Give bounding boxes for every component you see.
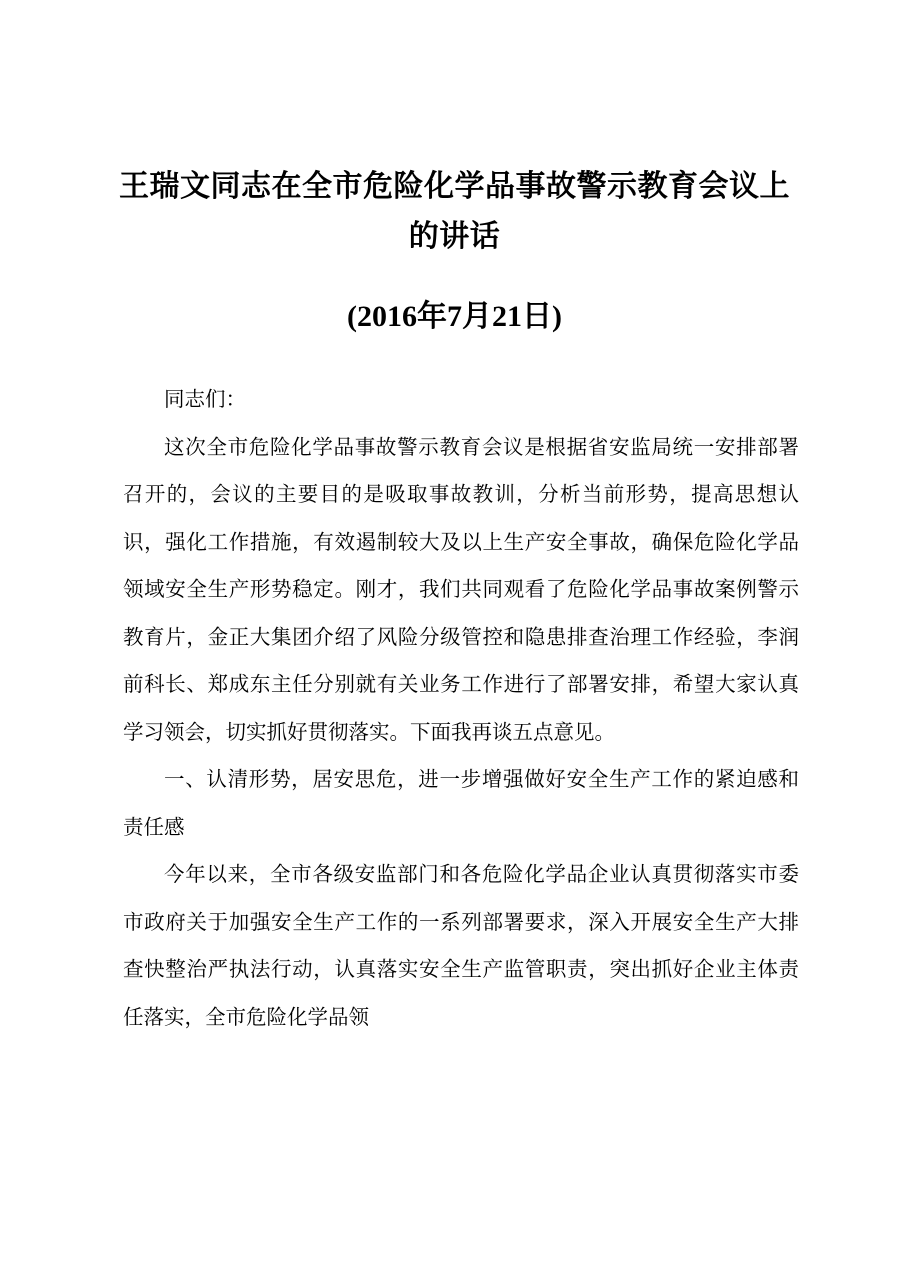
document-date: (2016年7月21日) (347, 300, 562, 333)
document-title: 王瑞文同志在全市危险化学品事故警示教育会议上的讲话 (119, 169, 790, 254)
section-heading-1: 一、认清形势，居安思危，进一步增强做好安全生产工作的紧迫感和责任感 (123, 767, 799, 839)
salutation-paragraph: 同志们： (164, 387, 246, 411)
body-paragraph: 今年以来，全市各级安监部门和各危险化学品企业认真贯彻落实市委市政府关于加强安全生产工作的一系列部署要求，深入开展安全生产大排查快整治严执法行动，认真落实安全生产监管职责，突出抓好企业主体责任落实，全市危险化学品领 (123, 862, 799, 1029)
intro-paragraph: 这次全市危险化学品事故警示教育会议是根据省安监局统一安排部署召开的，会议的主要目的是吸取事故教训，分析当前形势，提高思想认识，强化工作措施，有效遏制较大及以上生产安全事故，确保危险化学品领域安全生产形势稳定。刚才，我们共同观看了危险化学品事故案例警示教育片，金正大集团介绍了风险分级管控和隐患排查治理工作经验，李润前科长、郑成东主任分别就有关业务工作进行了部署安排，希望大家认真学习领会，切实抓好贯彻落实。下面我再谈五点意见。 (123, 434, 799, 744)
document-body (123, 376, 799, 1041)
